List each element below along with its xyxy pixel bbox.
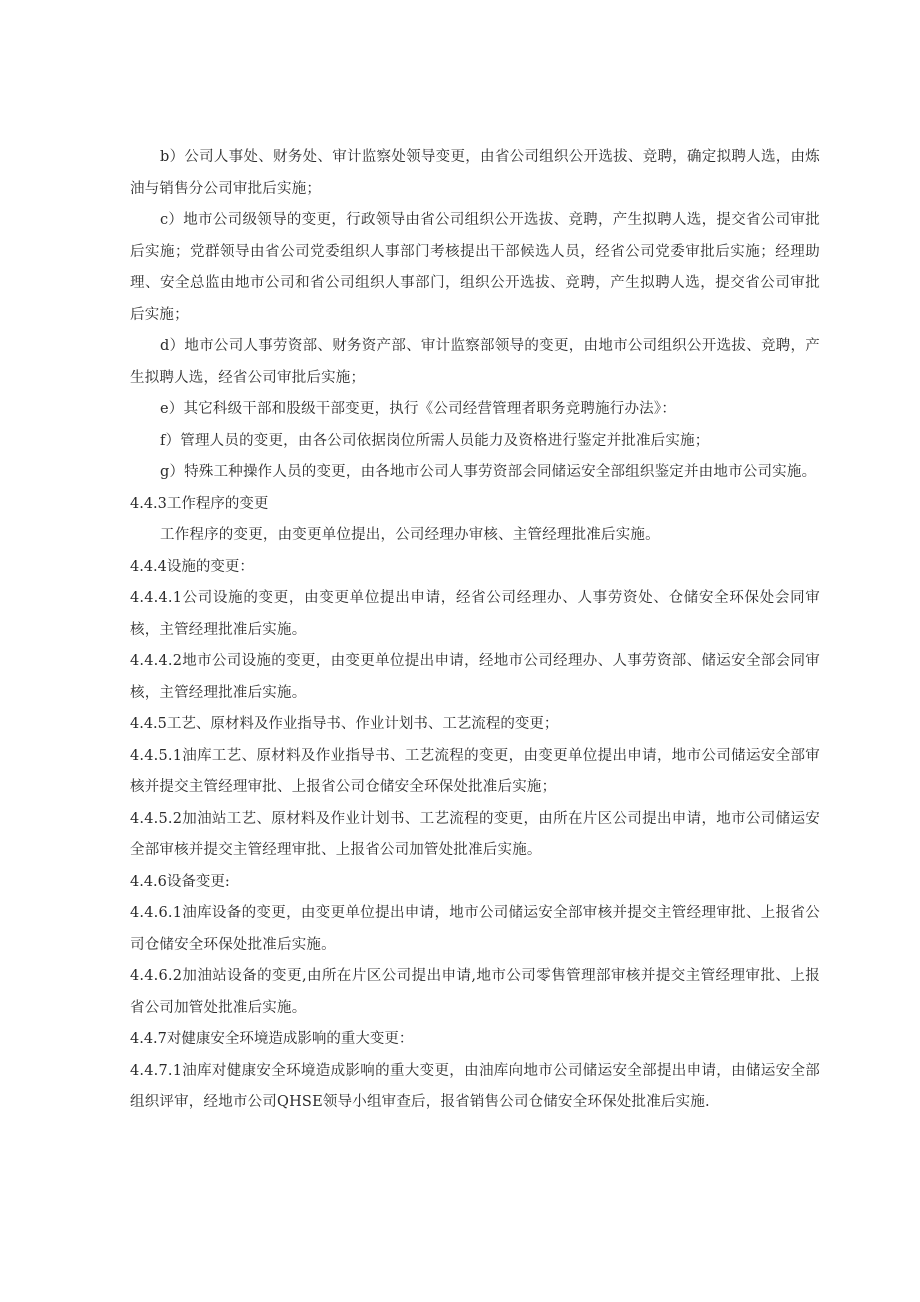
paragraph-4-4-6-1: 4.4.6.1油库设备的变更，由变更单位提出申请，地市公司储运安全部审核并提交主管经理审批、上报省公司仓储安全环保处批准后实施。: [130, 905, 820, 953]
document-body: [130, 142, 820, 1119]
paragraph-e-section-cadre-change: e）其它科级干部和股级干部变更，执行《公司经营管理者职务竞聘施行办法》：: [160, 401, 677, 417]
paragraph-b-dept-leader-change: b）公司人事处、财务处、审计监察处领导变更，由省公司组织公开选拔、竞聘，确定拟聘人选，由炼油与销售分公司审批后实施；: [130, 149, 820, 197]
paragraph-g-special-operator-change: g）特殊工种操作人员的变更，由各地市公司人事劳资部会同储运安全部组织鉴定并由地市公司实施。: [160, 464, 817, 480]
paragraph-4-4-5-1: 4.4.5.1油库工艺、原材料及作业指导书、工艺流程的变更，由变更单位提出申请，地市公司储运安全部审核并提交主管经理审批、上报省公司仓储安全环保处批准后实施；: [130, 747, 820, 795]
paragraph-procedure-change: 工作程序的变更，由变更单位提出，公司经理办审核、主管经理批准后实施。: [160, 527, 660, 543]
paragraph-4-4-4-1: 4.4.4.1公司设施的变更，由变更单位提出申请，经省公司经理办、人事劳资处、仓储安全环保处会同审核，主管经理批准后实施。: [130, 590, 820, 638]
section-heading-4-4-7: 4.4.7对健康安全环境造成影响的重大变更：: [130, 1031, 414, 1047]
section-heading-4-4-5: 4.4.5工艺、原材料及作业指导书、作业计划书、工艺流程的变更；: [130, 716, 559, 732]
paragraph-4-4-7-1: 4.4.7.1油库对健康安全环境造成影响的重大变更，由油库向地市公司储运安全部提出申请，由储运安全部组织评审，经地市公司QHSE领导小组审查后，报省销售公司仓储安全环保处批准后实施.: [130, 1062, 820, 1110]
section-heading-4-4-4: 4.4.4设施的变更：: [130, 558, 254, 575]
paragraph-c-city-leader-change: c）地市公司级领导的变更，行政领导由省公司组织公开选拔、竞聘，产生拟聘人选，提交省公司审批后实施；党群领导由省公司党委组织人事部门考核提出干部候选人员，经省公司党委审批后实施；经理助理、安全总监由地市公司和省公司组织人事部门，组织公开选拔、竞聘，产生拟聘人选，提交省公司审批后实施；: [130, 212, 820, 323]
paragraph-d-city-dept-change: d）地市公司人事劳资部、财务资产部、审计监察部领导的变更，由地市公司组织公开选拔、竞聘，产生拟聘人选，经省公司审批后实施；: [130, 338, 820, 386]
paragraph-4-4-6-2: 4.4.6.2加油站设备的变更,由所在片区公司提出申请,地市公司零售管理部审核并提交主管经理审批、上报省公司加管处批准后实施。: [130, 968, 820, 1016]
paragraph-4-4-4-2: 4.4.4.2地市公司设施的变更，由变更单位提出申请，经地市公司经理办、人事劳资部、储运安全部会同审核，主管经理批准后实施。: [130, 653, 820, 701]
section-heading-4-4-6: 4.4.6设备变更:: [130, 873, 230, 890]
paragraph-f-manager-change: f）管理人员的变更，由各公司依据岗位所需人员能力及资格进行鉴定并批准后实施；: [160, 432, 710, 449]
section-heading-4-4-3: 4.4.3工作程序的变更: [130, 495, 269, 512]
paragraph-4-4-5-2: 4.4.5.2加油站工艺、原材料及作业计划书、工艺流程的变更，由所在片区公司提出申请，地市公司储运安全部审核并提交主管经理审批、上报省公司加管处批准后实施。: [130, 810, 820, 858]
